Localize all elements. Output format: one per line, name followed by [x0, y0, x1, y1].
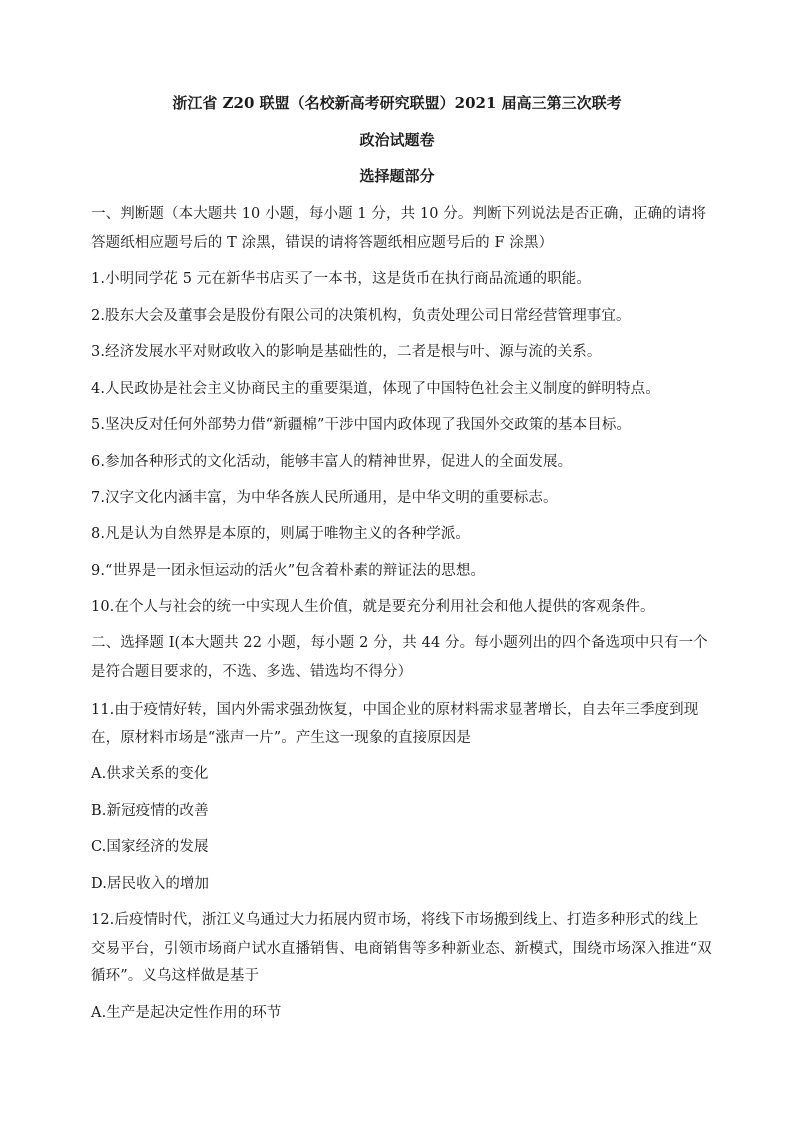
section2-instructions-line1: 二、选择题 I(本大题共 22 小题，每小题 2 分，共 44 分。每小题列出的四个备选项中只有一个: [91, 635, 708, 651]
question-11-stem-line1: 11.由于疫情好转，国内外需求强劲恢复，中国企业的原材料需求显著增长，自去年三季度到现: [91, 702, 699, 718]
question-11-option-c: C.国家经济的发展: [91, 839, 209, 855]
section1-instructions-line1: 一、判断题（本大题共 10 小题，每小题 1 分，共 10 分。判断下列说法是否正确，正确的请将: [91, 206, 707, 222]
exam-title: 浙江省 Z20 联盟（名校新高考研究联盟）2021 届高三第三次联考: [172, 94, 622, 112]
judgment-item-2: 2.股东大会及董事会是股份有限公司的决策机构，负责处理公司日常经营管理事宜。: [91, 308, 631, 324]
judgment-item-1: 1.小明同学花 5 元在新华书店买了一本书，这是货币在执行商品流通的职能。: [91, 271, 591, 287]
judgment-item-10: 10.在个人与社会的统一中实现人生价值，就是要充分利用社会和他人提供的客观条件。: [91, 599, 655, 615]
judgment-item-5: 5.坚决反对任何外部势力借“新疆棉”干涉中国内政体现了我国外交政策的基本目标。: [91, 417, 632, 433]
question-11-option-b: B.新冠疫情的改善: [91, 803, 209, 819]
section2-instructions-line2: 是符合题目要求的，不选、多选、错选均不得分）: [91, 664, 413, 680]
question-12-option-a: A.生产是起决定性作用的环节: [91, 1005, 282, 1021]
judgment-item-8: 8.凡是认为自然界是本原的，则属于唯物主义的各种学派。: [91, 526, 471, 542]
paper-subtitle: 政治试题卷: [359, 131, 435, 149]
part-heading: 选择题部分: [359, 167, 435, 185]
question-11-option-a: A.供求关系的变化: [91, 766, 209, 782]
question-11-option-d: D.居民收入的增加: [91, 876, 210, 892]
question-12-stem-line2: 交易平台，引领市场商户试水直播销售、电商销售等多种新业态、新模式，围绕市场深入推进“双: [91, 941, 712, 957]
section1-instructions-line2: 答题纸相应题号后的 T 涂黑，错误的请将答题纸相应题号后的 F 涂黑）: [91, 235, 554, 251]
judgment-item-3: 3.经济发展水平对财政收入的影响是基础性的，二者是根与叶、源与流的关系。: [91, 344, 602, 360]
judgment-item-4: 4.人民政协是社会主义协商民主的重要渠道，体现了中国特色社会主义制度的鲜明特点。: [91, 381, 660, 397]
judgment-item-9: 9.“世界是一团永恒运动的活火”包含着朴素的辩证法的思想。: [91, 563, 486, 579]
question-12-stem-line1: 12.后疫情时代，浙江义乌通过大力拓展内贸市场，将线下市场搬到线上、打造多种形式的线上: [91, 912, 699, 928]
question-12-stem-line3: 循环”。义乌这样做是基于: [91, 968, 260, 984]
judgment-item-6: 6.参加各种形式的文化活动，能够丰富人的精神世界，促进人的全面发展。: [91, 454, 573, 470]
judgment-item-7: 7.汉字文化内涵丰富，为中华各族人民所通用，是中华文明的重要标志。: [91, 490, 558, 506]
question-11-stem-line2: 在，原材料市场是“涨声一片”。产生这一现象的直接原因是: [91, 730, 472, 746]
